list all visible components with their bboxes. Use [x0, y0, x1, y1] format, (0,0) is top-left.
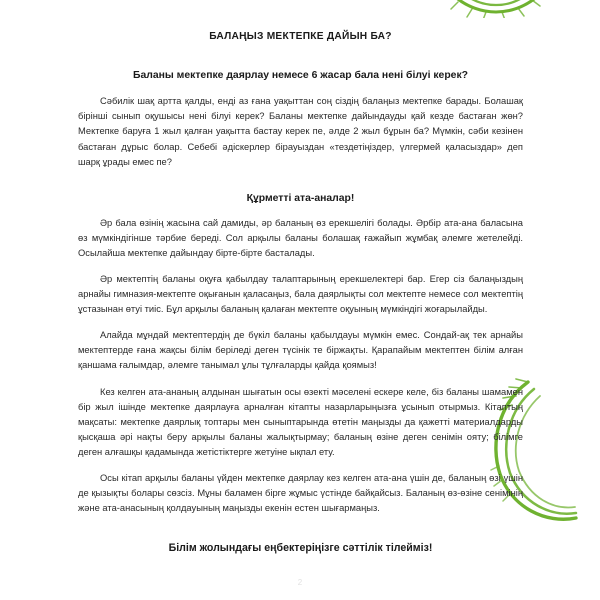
section-heading: Баланы мектепке даярлау немесе 6 жасар бала нені білуі керек?	[133, 70, 468, 82]
paragraph: Кез келген ата-ананың алдынан шығатын осы өзекті мәселені ескере келе, біз баланы шамамен бір жыл ішінде мектепке даярлауға арналған кітапты назарларыңызға ұсынып отырмыз. Кітаптың мақсаты: мектепке даярлық топтары мен сыныптарында өтетін маңызды да қажетті материалдарды қысқаша әрі нақты беру арқылы баланы жалықтырмау; баланың өзіне деген сенімін ояту; білімге деген алғашқы қадамында жетістіктерге жетуіне ықпал ету.	[78, 386, 523, 457]
closing-heading: Білім жолындағы еңбектеріңізге сәттілік тілейміз!	[168, 542, 433, 555]
paragraph: Әр бала өзінің жасына сай дамиды, әр баланың өз ерекшелігі болады. Әрбір ата-ана баласына өз мүмкіндігінше тәрбие береді. Сол арқылы баланы болашақ ғажайып жұмбақ әлемге жетелейді. Осылайша мектепке дайындау бірте-бірте басталады.	[78, 217, 523, 258]
page-number: 2	[297, 578, 303, 587]
paragraph: Сәбилік шақ артта қалды, енді аз ғана уақыттан соң сіздің балаңыз мектепке барады. Болашақ бірінші сынып оқушысы нені білуі керек? Баланы мектепке дайындауды қай кезде бастаған жөн? Мектепке баруға 1 жыл қалған уақытта бастау керек пе, әлде 2 жыл бұрын ба? Мүмкін, сәби кезінен бастаған дұрыс болар. Себебі әдіскерлер бірауыздан «тездетіңіздер, үлгермей қаласыздар» деп шарқ ұрады емес пе?	[78, 96, 523, 167]
paragraph: Алайда мұндай мектептердің де бүкіл баланы қабылдауы мүмкін емес. Сондай-ақ тек арнайы мектептерде ғана жақсы білім беріледі деген түсінік те біржақты. Қарапайым мектептен білім алған қаншама ғалымдар, әлемге танымал ұлы тұлғаларды қайда қоямыз!	[78, 330, 523, 371]
page-title: БАЛАҢЫЗ МЕКТЕПКЕ ДАЙЫН БА?	[209, 31, 392, 42]
document-body	[78, 0, 523, 556]
salutation-heading: Құрметті ата-аналар!	[246, 192, 355, 204]
paragraph: Әр мектептің баланы оқуға қабылдау талаптарының ерекшелектері бар. Егер сіз балаңыздың арнайы гимназия-мектепте оқығанын қаласаңыз, бала даярлықты сол мектепте немесе сол мектептің ұстазынан өтуі тиіс. Бұл арқылы баланың қалаған мектепте оқуының мүмкіндігі жоғарылайды.	[78, 273, 523, 315]
paragraph: Осы кітап арқылы баланы үйден мектепке даярлау кез келген ата-ана үшін де, баланың өзі үшін де қызықты болары сөзсіз. Мұны баламен бірге жұмыс үстінде байқайсыз. Баланың өз-өзіне сенімінің және ата-анасының қолдауының маңызды екенін естен шығармаңыз.	[78, 473, 523, 514]
